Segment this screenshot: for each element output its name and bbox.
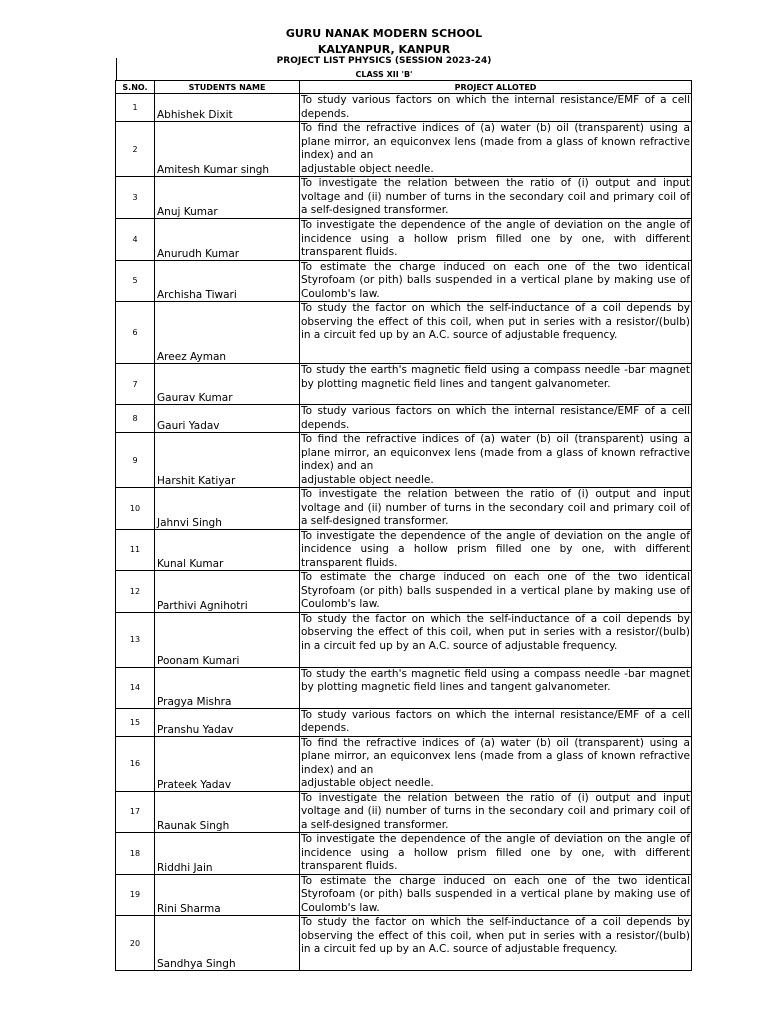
table-row: [116, 791, 692, 833]
serial-number-cell: 20: [116, 916, 155, 971]
project-text: To investigate the relation between the ratio of (i) output and input voltage and (ii) number of turns in the secondary coil and primary coil of a self-designed transformer.: [301, 488, 690, 527]
project-text: To study the factor on which the self-inductance of a coil depends by observing the effect of this coil, when put in series with a resistor/(bulb) in a circuit fed up by an A.C. source of adjustable frequency.: [301, 916, 690, 955]
student-name-cell: Rini Sharma: [155, 874, 300, 916]
table-row: [116, 94, 692, 122]
project-text: adjustable object needle.: [301, 777, 434, 789]
project-cell: [300, 667, 692, 708]
serial-number-cell: 13: [116, 612, 155, 667]
student-name-cell: Sandhya Singh: [155, 916, 300, 971]
table-row: [116, 833, 692, 875]
student-name-cell: Pranshu Yadav: [155, 708, 300, 736]
project-cell: [300, 405, 692, 433]
project-cell: [300, 833, 692, 875]
project-text: To study various factors on which the internal resistance/EMF of a cell depends.: [301, 94, 690, 120]
serial-number-cell: 6: [116, 302, 155, 364]
col-header-sno: S.NO.: [116, 81, 155, 94]
project-text: To study the earth's magnetic field using a compass needle -bar magnet by plotting magnetic field lines and tangent galvanometer.: [301, 364, 690, 390]
document-subtitle: PROJECT LIST PHYSICS (SESSION 2023-24): [276, 56, 492, 66]
table-row: [116, 571, 692, 613]
student-name-cell: Gaurav Kumar: [155, 364, 300, 405]
project-text: To study the factor on which the self-inductance of a coil depends by observing the effect of this coil, when put in series with a resistor/(bulb) in a circuit fed up by an A.C. source of adjustable frequency.: [301, 612, 690, 652]
project-cell: [300, 529, 692, 571]
student-name-cell: Archisha Tiwari: [155, 260, 300, 302]
serial-number-cell: 2: [116, 122, 155, 177]
project-cell: [300, 874, 692, 916]
project-text: To investigate the relation between the ratio of (i) output and input voltage and (ii) number of turns in the secondary coil and primary coil of a self-designed transformer.: [301, 791, 690, 831]
project-text: To investigate the dependence of the angle of deviation on the angle of incidence using a hollow prism filled one by one, with different transparent fluids.: [301, 219, 690, 258]
project-cell: [300, 364, 692, 405]
table-header-row: [116, 81, 692, 94]
project-cell: [300, 177, 692, 219]
table-row: [116, 667, 692, 708]
project-cell: [300, 433, 692, 488]
class-label: CLASS XII 'B': [355, 70, 413, 79]
student-name-cell: Riddhi Jain: [155, 833, 300, 875]
student-name-cell: Pragya Mishra: [155, 667, 300, 708]
project-cell: [300, 571, 692, 613]
project-cell: [300, 612, 692, 667]
project-text: To study various factors on which the internal resistance/EMF of a cell depends.: [301, 405, 690, 431]
school-location: KALYANPUR, KANPUR: [317, 43, 451, 56]
table-row: [116, 736, 692, 791]
serial-number-cell: 16: [116, 736, 155, 791]
table-row: [116, 302, 692, 364]
project-text: To study the factor on which the self-inductance of a coil depends by observing the effect of this coil, when put in series with a resistor/(bulb) in a circuit fed up by an A.C. source of adjustable frequency.: [301, 302, 690, 341]
serial-number-cell: 14: [116, 667, 155, 708]
col-header-project: PROJECT ALLOTED: [300, 81, 692, 94]
project-text: adjustable object needle.: [301, 162, 434, 175]
serial-number-cell: 15: [116, 708, 155, 736]
serial-number-cell: 11: [116, 529, 155, 571]
student-name-cell: Jahnvi Singh: [155, 488, 300, 530]
serial-number-cell: 7: [116, 364, 155, 405]
table-frame-line: [116, 58, 117, 80]
student-name-cell: Harshit Katiyar: [155, 433, 300, 488]
project-cell: [300, 488, 692, 530]
table-row: [116, 708, 692, 736]
table-row: [116, 529, 692, 571]
serial-number-cell: 18: [116, 833, 155, 875]
table-row: [116, 916, 692, 971]
project-text: To find the refractive indices of (a) water (b) oil (transparent) using a plane mirror, an equiconvex lens (made from a glass of known refractive index) and an: [301, 433, 690, 472]
table-row: [116, 874, 692, 916]
serial-number-cell: 5: [116, 260, 155, 302]
student-name-cell: Abhishek Dixit: [155, 94, 300, 122]
student-name-cell: Kunal Kumar: [155, 529, 300, 571]
project-cell: [300, 122, 692, 177]
serial-number-cell: 9: [116, 433, 155, 488]
project-text: adjustable object needle.: [301, 473, 434, 486]
student-name-cell: Prateek Yadav: [155, 736, 300, 791]
project-text: To investigate the dependence of the angle of deviation on the angle of incidence using a hollow prism filled one by one, with different transparent fluids.: [301, 529, 690, 569]
table-row: [116, 260, 692, 302]
table-row: [116, 219, 692, 261]
project-text: To study various factors on which the internal resistance/EMF of a cell depends.: [301, 708, 690, 734]
serial-number-cell: 10: [116, 488, 155, 530]
project-text: To estimate the charge induced on each one of the two identical Styrofoam (or pith) balls suspended in a vertical plane by making use of Coulomb's law.: [301, 571, 690, 610]
table-row: [116, 433, 692, 488]
student-name-cell: Amitesh Kumar singh: [155, 122, 300, 177]
student-name-cell: Poonam Kumari: [155, 612, 300, 667]
project-text: To find the refractive indices of (a) water (b) oil (transparent) using a plane mirror, an equiconvex lens (made from a glass of known refractive index) and an: [301, 122, 690, 161]
project-cell: [300, 791, 692, 833]
project-text: To investigate the relation between the ratio of (i) output and input voltage and (ii) number of turns in the secondary coil and primary coil of a self-designed transformer.: [301, 177, 690, 216]
student-name-cell: Anuj Kumar: [155, 177, 300, 219]
serial-number-cell: 12: [116, 571, 155, 613]
project-text: To investigate the dependence of the angle of deviation on the angle of incidence using a hollow prism filled one by one, with different transparent fluids.: [301, 833, 690, 872]
project-cell: [300, 94, 692, 122]
student-name-cell: Gauri Yadav: [155, 405, 300, 433]
table-row: [116, 122, 692, 177]
project-table: [115, 80, 692, 971]
student-name-cell: Raunak Singh: [155, 791, 300, 833]
serial-number-cell: 1: [116, 94, 155, 122]
project-cell: [300, 219, 692, 261]
table-row: [116, 612, 692, 667]
project-cell: [300, 736, 692, 791]
serial-number-cell: 19: [116, 874, 155, 916]
project-text: To study the earth's magnetic field using a compass needle -bar magnet by plotting magnetic field lines and tangent galvanometer.: [301, 667, 690, 693]
project-cell: [300, 260, 692, 302]
student-name-cell: Anurudh Kumar: [155, 219, 300, 261]
project-text: To estimate the charge induced on each one of the two identical Styrofoam (or pith) balls suspended in a vertical plane by making use of Coulomb's law.: [301, 260, 690, 300]
project-cell: [300, 302, 692, 364]
table-row: [116, 177, 692, 219]
serial-number-cell: 8: [116, 405, 155, 433]
table-row: [116, 488, 692, 530]
project-text: To estimate the charge induced on each one of the two identical Styrofoam (or pith) balls suspended in a vertical plane by making use of Coulomb's law.: [301, 874, 690, 914]
project-cell: [300, 708, 692, 736]
serial-number-cell: 17: [116, 791, 155, 833]
student-name-cell: Areez Ayman: [155, 302, 300, 364]
col-header-student-name: STUDENTS NAME: [155, 81, 300, 94]
student-name-cell: Parthivi Agnihotri: [155, 571, 300, 613]
table-row: [116, 364, 692, 405]
serial-number-cell: 4: [116, 219, 155, 261]
project-cell: [300, 916, 692, 971]
project-text: To find the refractive indices of (a) water (b) oil (transparent) using a plane mirror, an equiconvex lens (made from a glass of known refractive index) and an: [301, 736, 690, 776]
school-name: GURU NANAK MODERN SCHOOL: [285, 27, 483, 40]
serial-number-cell: 3: [116, 177, 155, 219]
table-row: [116, 405, 692, 433]
